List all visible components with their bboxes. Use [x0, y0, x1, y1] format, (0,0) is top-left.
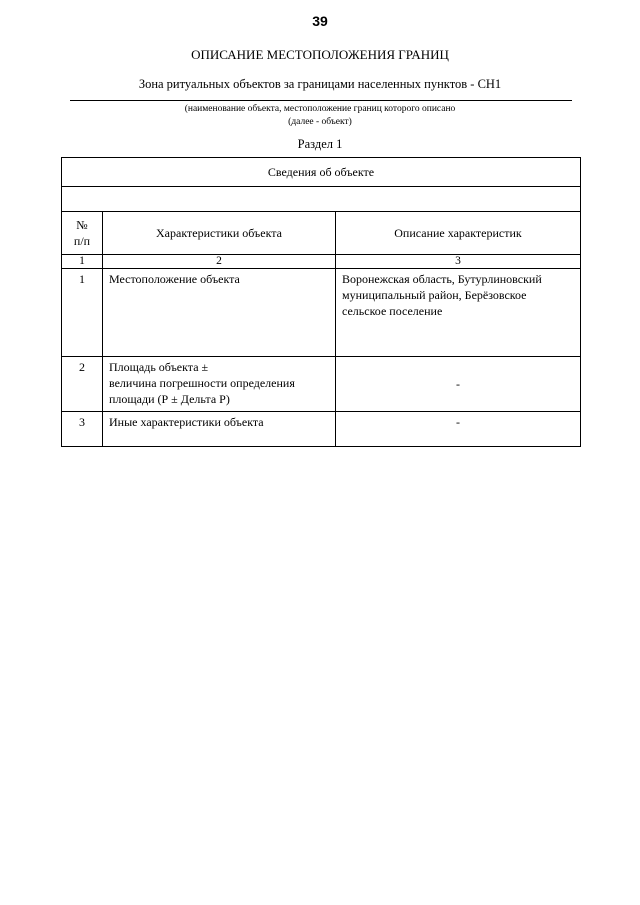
document-title: ОПИСАНИЕ МЕСТОПОЛОЖЕНИЯ ГРАНИЦ — [191, 47, 449, 62]
column-index-2: 2 — [103, 255, 336, 269]
characteristic-line: величина погрешности определения — [109, 376, 295, 390]
object-name: Зона ритуальных объектов за границами населенных пунктов - СН1 — [138, 77, 502, 91]
row-number: 3 — [62, 412, 103, 447]
note-line-1: (наименование объекта, местоположение границ которого описано — [184, 104, 456, 114]
table-row — [62, 412, 581, 447]
underline-rule — [70, 100, 572, 101]
column-header-number — [62, 212, 103, 255]
row-description: - — [336, 412, 581, 447]
row-characteristic — [103, 412, 336, 447]
column-header-number-line-1: № — [76, 218, 88, 232]
characteristic-line: Местоположение объекта — [109, 272, 240, 286]
description-line: Воронежская область, Бутурлиновский — [342, 272, 542, 286]
characteristic-line: Площадь объекта ± — [109, 360, 209, 374]
table-row — [62, 357, 581, 412]
column-header-description: Описание характеристик — [336, 212, 581, 255]
section-title: Раздел 1 — [297, 137, 343, 151]
row-description — [336, 269, 581, 357]
object-info-table — [61, 157, 581, 447]
column-header-row — [62, 212, 581, 255]
row-number: 1 — [62, 269, 103, 357]
table-row — [62, 269, 581, 357]
row-description: - — [336, 357, 581, 412]
blank-row — [62, 187, 581, 212]
row-number: 2 — [62, 357, 103, 412]
column-index-row — [62, 255, 581, 269]
row-characteristic — [103, 269, 336, 357]
column-index-1: 1 — [62, 255, 103, 269]
column-header-characteristics: Характеристики объекта — [103, 212, 336, 255]
table-header-row — [62, 158, 581, 187]
blank-cell — [62, 187, 581, 212]
characteristic-line: площади (Р ± Дельта Р) — [109, 392, 230, 406]
object-name-note — [0, 103, 640, 129]
column-index-3: 3 — [336, 255, 581, 269]
characteristic-line: Иные характеристики объекта — [109, 415, 264, 429]
description-line: муниципальный район, Берёзовское — [342, 288, 527, 302]
table-header: Сведения об объекте — [62, 158, 581, 187]
note-line-2: (далее - объект) — [288, 117, 352, 127]
description-line: сельское поселение — [342, 304, 443, 318]
page-number: 39 — [312, 13, 328, 29]
row-characteristic — [103, 357, 336, 412]
column-header-number-line-2: п/п — [73, 234, 91, 248]
